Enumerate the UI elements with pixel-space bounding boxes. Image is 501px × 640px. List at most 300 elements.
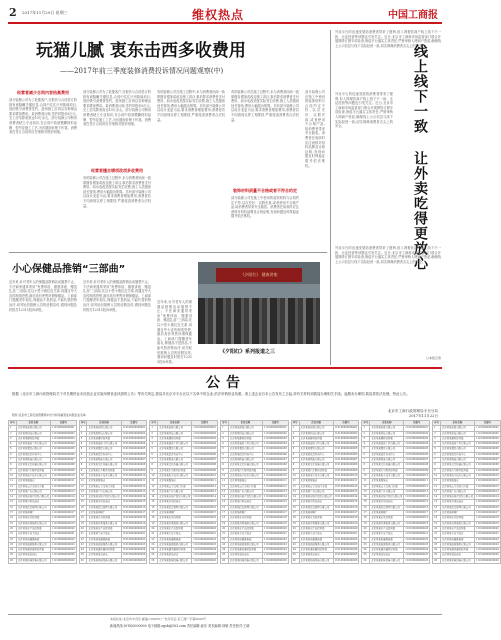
table-cell: 北京某某美容美发店: [299, 532, 333, 537]
main-column-5: [305, 90, 325, 242]
table-cell: 1: [150, 426, 158, 431]
table-cell: 11: [221, 479, 229, 484]
table-row: [433, 505, 501, 510]
table-cell: 北京某某劳务服务有限公司: [228, 521, 262, 526]
table-cell: 5: [291, 447, 299, 452]
table-cell: 北京某某日用品商店: [16, 500, 50, 505]
table-cell: 110106000000006: [334, 452, 358, 456]
table-cell: 110106000000005: [263, 447, 287, 451]
table-cell: 北京某某服装店: [158, 479, 192, 484]
sidebar-divider: [330, 30, 331, 365]
table-cell: 110106000000024: [475, 548, 499, 552]
table-cell: 17: [9, 511, 17, 516]
column-text: 有的装修公司在施工过程中,未与消费者协商一致即擅自增加或改变施工项目,事后要求消费者支付费用。如水电改造按实际发生收费,施工人员随意延长管线,费用大幅超出预算。另有部分装修公司以设计变更为由,要求消费者增加费用,消费者若不同意则以停工相要挟,严重侵害消费者合法权益。: [231, 90, 299, 122]
table-cell: 北京某某服装店: [440, 479, 474, 484]
table-row: [221, 558, 289, 563]
table-cell: 110106000000017: [405, 511, 429, 515]
table-cell: 110106000000002: [193, 431, 217, 435]
sidebar-text: 外卖平台的迅速发展给消费者带来了便利,但入网餐饮商户线上线下不一致、无证经营等问题也引发关注。近日,北京市工商和市场监管部门联合开展网络订餐专项检查,督促平台落实主体责任,严格审核入网商户资质,确保线上公示信息与线下实际经营一致,切实保障消费者舌尖上的安全。: [335, 30, 441, 48]
table-cell: 北京某某电子技术有限公司: [158, 473, 192, 478]
table-cell: 110106000000023: [122, 542, 146, 546]
table-cell: 北京某某电子技术有限公司: [299, 473, 333, 478]
table-cell: 110106000000008: [51, 463, 75, 467]
table-cell: 20: [150, 526, 158, 531]
table-cell: 25: [362, 553, 370, 558]
table-row: [79, 468, 147, 473]
table-cell: 23: [433, 542, 441, 547]
table-cell: 110106000000014: [405, 495, 429, 499]
table-cell: 北京某某汽车配件经营部: [158, 468, 192, 473]
table-row: [221, 505, 289, 510]
table-cell: 北京某某房地产经纪有限公司: [159, 495, 191, 499]
table-cell: 7: [79, 458, 87, 463]
table-cell: 北京某某商贸有限公司: [16, 426, 50, 431]
table-cell: 北京某某水产品经营部: [440, 526, 474, 531]
register-table: [432, 420, 501, 564]
table-cell: 北京某某日用品商店: [440, 500, 474, 505]
table-cell: 18: [433, 516, 441, 521]
table-cell: 7: [433, 458, 441, 463]
table-cell: 北京某某广告有限公司: [299, 489, 333, 494]
table-cell: 110106000000013: [122, 489, 146, 493]
table-cell: 110106000000006: [193, 452, 217, 456]
table-cell: 11: [362, 479, 370, 484]
table-cell: 110106000000002: [51, 431, 75, 435]
table-cell: 110106000000018: [405, 516, 429, 520]
table-cell: 北京某某食品商店: [16, 553, 50, 558]
table-cell: 110106000000019: [122, 521, 146, 525]
register-table: [361, 420, 430, 564]
table-cell: 25: [150, 553, 158, 558]
table-cell: 5: [433, 447, 441, 452]
table-row: [150, 558, 218, 563]
table-row: [9, 542, 77, 547]
issue-date: 2017年11月29日 星期三: [22, 10, 68, 15]
table-cell: 110106000000007: [51, 458, 75, 462]
table-cell: 北京某某机械设备有限公司: [370, 558, 404, 563]
table-row: [9, 473, 77, 478]
table-cell: 110106000000026: [51, 558, 75, 562]
health-text: 近年来,针对老年人的保健品推销活动屡禁不止。不法商家通常采用“免费体检、健康讲座、赠送礼品”三部曲,先以小恩小惠拉近关系,再通过夸大宣传制造恐慌,最后高价兜售所谓保健品。工商部门提醒老年朋友,保健品不是药品,不能代替药物治疗,切勿轻信推销人员的虚假宣传,遇到问题及时拨打12315投诉举报。: [9, 280, 77, 312]
table-cell: 110106000000001: [405, 426, 429, 430]
table-header-cell: 注册号: [474, 421, 500, 426]
table-cell: 10: [433, 473, 441, 478]
table-cell: 北京某某服装店: [87, 479, 121, 484]
table-cell: 110106000000006: [51, 452, 75, 456]
table-cell: 16: [362, 505, 370, 510]
table-cell: 19: [291, 521, 299, 526]
table-cell: 北京某某餐饮有限公司: [299, 447, 333, 452]
table-cell: 6: [433, 452, 441, 457]
table-cell: 北京某某物流有限公司: [440, 458, 474, 463]
table-cell: 110106000000023: [51, 542, 75, 546]
table-cell: 15: [291, 500, 299, 505]
table-header-cell: 注册号: [333, 421, 359, 426]
table-cell: 110106000000026: [334, 558, 358, 562]
table-title: 附件:北京市工商行政管理局丰台分局吊销营业执照企业名单: [12, 413, 86, 417]
table-cell: 110106000000015: [475, 500, 499, 504]
table-cell: 110106000000010: [405, 473, 429, 477]
table-cell: 北京某某电器维修部: [228, 537, 262, 542]
table-row: [362, 521, 430, 526]
table-row: [79, 473, 147, 478]
table-cell: 4: [362, 442, 370, 447]
table-cell: 110106000000016: [51, 505, 75, 509]
table-cell: 北京某某通讯器材经营部: [87, 548, 121, 553]
table-cell: 22: [362, 537, 370, 542]
table-cell: 北京某某劳务服务有限公司: [16, 521, 50, 526]
table-cell: 北京某某科技有限公司: [16, 431, 50, 436]
table-cell: 22: [79, 537, 87, 542]
table-cell: 110106000000014: [334, 495, 358, 499]
table-cell: 110106000000002: [475, 431, 499, 435]
table-cell: 110106000000024: [193, 548, 217, 552]
table-row: [9, 505, 77, 510]
table-cell: 25: [433, 553, 441, 558]
table-cell: 110106000000024: [51, 548, 75, 552]
table-cell: 110106000000004: [263, 442, 287, 446]
table-cell: 21: [433, 532, 441, 537]
column-heading: 经营者减少合同内容抬高费用: [17, 90, 69, 95]
table-cell: 17: [433, 511, 441, 516]
table-cell: 17: [79, 511, 87, 516]
table-cell: 北京某某投资管理有限公司: [16, 505, 50, 510]
table-cell: 北京某某服装店: [16, 479, 50, 484]
table-cell: 北京某某汽车配件经营部: [228, 468, 262, 473]
table-cell: 110106000000023: [334, 542, 358, 546]
table-cell: 北京某某餐饮有限公司: [370, 447, 404, 452]
table-row: [221, 468, 289, 473]
table-cell: 11: [79, 479, 87, 484]
table-cell: 110106000000026: [405, 558, 429, 562]
table-cell: 北京某某建材经营部: [158, 436, 192, 441]
table-cell: 12: [79, 484, 87, 489]
table-cell: 2: [291, 431, 299, 436]
table-cell: 110106000000023: [193, 542, 217, 546]
table-row: [9, 468, 77, 473]
table-cell: 110106000000004: [122, 442, 146, 446]
table-cell: 北京某某投资管理有限公司: [228, 505, 262, 510]
table-cell: 110106000000003: [122, 436, 146, 440]
table-cell: 11: [433, 479, 441, 484]
table-header-cell: 企业名称: [299, 421, 333, 426]
table-cell: 18: [79, 516, 87, 521]
table-cell: 26: [291, 558, 299, 563]
table-cell: 110106000000013: [263, 489, 287, 493]
table-cell: 北京某某科技有限公司: [299, 431, 333, 436]
table-cell: 110106000000001: [263, 426, 287, 430]
sidebar-text: 外卖平台的迅速发展给消费者带来了便利,但入网餐饮商户线上线下不一致、无证经营等问题也引发关注。近日,北京市工商和市场监管部门联合开展网络订餐专项检查,督促平台落实主体责任,严格审核入网商户资质,确保线上公示信息与线下实际经营一致,切实保障消费者舌尖上的安全。: [335, 246, 441, 264]
table-cell: 北京某某广告有限公司: [158, 489, 192, 494]
table-cell: 北京某某五金交电门市部: [158, 484, 192, 489]
table-cell: 北京某某服装店: [299, 479, 333, 484]
table-cell: 110106000000013: [193, 489, 217, 493]
table-cell: 110106000000010: [193, 473, 217, 477]
health-column-2: [83, 280, 151, 365]
table-cell: 24: [150, 548, 158, 553]
table-row: [291, 468, 359, 473]
table-cell: 110106000000018: [334, 516, 358, 520]
table-row: [9, 521, 77, 526]
table-cell: 北京某某通讯器材经营部: [299, 548, 333, 553]
table-cell: 北京某某文化传播有限公司: [87, 463, 121, 468]
table-cell: 8: [291, 463, 299, 468]
table-cell: 北京某某通讯器材经营部: [370, 548, 404, 553]
table-cell: 北京某某五金交电门市部: [87, 484, 121, 489]
table-cell: 110106000000009: [334, 468, 358, 472]
table-cell: 北京某某电器维修部: [370, 537, 404, 542]
table-cell: 北京某某水产品经营部: [158, 526, 192, 531]
table-cell: 20: [9, 526, 17, 531]
register-table-block: [79, 420, 148, 610]
table-cell: 北京某某劳务服务有限公司: [440, 521, 474, 526]
register-table-block: [361, 420, 430, 610]
table-cell: 110106000000003: [475, 436, 499, 440]
table-cell: 110106000000012: [263, 484, 287, 488]
table-cell: 3: [433, 436, 441, 441]
table-cell: 北京某某电子技术有限公司: [87, 473, 121, 478]
table-cell: 23: [9, 542, 17, 547]
table-cell: 20: [221, 526, 229, 531]
main-column-3: [157, 90, 225, 242]
table-cell: 26: [79, 558, 87, 563]
health-column-3: [157, 300, 192, 365]
table-cell: 14: [150, 495, 158, 500]
table-cell: 110106000000005: [51, 447, 75, 451]
table-cell: 110106000000003: [51, 436, 75, 440]
table-cell: 12: [150, 484, 158, 489]
table-cell: 10: [150, 473, 158, 478]
table-row: [362, 468, 430, 473]
table-cell: 北京某某机械设备有限公司: [158, 558, 192, 563]
table-cell: 19: [221, 521, 229, 526]
table-cell: 12: [433, 484, 441, 489]
table-header-cell: 企业名称: [440, 421, 474, 426]
table-cell: 北京某某房地产经纪有限公司: [229, 495, 261, 499]
table-cell: 北京某某建材经营部: [299, 436, 333, 441]
register-table-block: [291, 420, 360, 610]
table-cell: 北京某某餐饮有限公司: [228, 447, 262, 452]
table-cell: 北京某某广告有限公司: [228, 489, 262, 494]
table-row: [150, 473, 218, 478]
table-cell: 北京某某信息咨询中心: [299, 452, 333, 457]
table-cell: 北京某某电器维修部: [158, 537, 192, 542]
table-cell: 北京某某电子技术有限公司: [440, 473, 474, 478]
table-cell: 北京某某房地产经纪有限公司: [300, 495, 332, 499]
table-header-cell: 序号: [151, 421, 157, 424]
table-row: [9, 484, 77, 489]
table-cell: 110106000000003: [263, 436, 287, 440]
table-row: [362, 473, 430, 478]
register-table: [149, 420, 218, 564]
masthead: 中国工商报: [388, 10, 438, 21]
table-cell: 8: [9, 463, 17, 468]
table-cell: 110106000000013: [51, 489, 75, 493]
table-cell: 3: [221, 436, 229, 441]
table-cell: 21: [79, 532, 87, 537]
table-header-cell: 序号: [292, 421, 298, 424]
table-cell: 110106000000015: [51, 500, 75, 504]
table-cell: 北京某某食品商店: [87, 553, 121, 558]
table-cell: 6: [291, 452, 299, 457]
table-cell: 6: [221, 452, 229, 457]
table-cell: 26: [362, 558, 370, 563]
table-cell: 2: [362, 431, 370, 436]
table-cell: 1: [433, 426, 441, 431]
table-cell: 北京某某广告有限公司: [16, 489, 50, 494]
table-cell: 北京某某水产品经营部: [299, 526, 333, 531]
table-cell: 北京某某机械设备有限公司: [228, 558, 262, 563]
table-cell: 110106000000004: [51, 442, 75, 446]
table-cell: 9: [150, 468, 158, 473]
table-cell: 110106000000012: [475, 484, 499, 488]
table-cell: 10: [221, 473, 229, 478]
table-row: [433, 463, 501, 468]
table-cell: 北京某某机械设备有限公司: [87, 558, 121, 563]
section-divider: [9, 252, 327, 253]
table-cell: 14: [79, 495, 87, 500]
table-cell: 北京某某物流有限公司: [370, 458, 404, 463]
table-row: [79, 505, 147, 510]
table-header-cell: 注册号: [262, 421, 288, 426]
table-cell: 110106000000021: [334, 532, 358, 536]
table-cell: 2: [433, 431, 441, 436]
register-table-block: [220, 420, 289, 610]
table-cell: 北京某某投资管理有限公司: [299, 505, 333, 510]
table-cell: 110106000000015: [263, 500, 287, 504]
table-row: [79, 521, 147, 526]
table-cell: 北京某某日用品商店: [370, 500, 404, 505]
table-cell: 16: [79, 505, 87, 510]
table-cell: 110106000000009: [193, 468, 217, 472]
table-cell: 110106000000004: [334, 442, 358, 446]
notice-issuer: 北京市工商行政管理局丰台分局: [387, 409, 438, 413]
table-cell: 北京某某文化传播有限公司: [228, 463, 262, 468]
table-cell: 13: [221, 489, 229, 494]
table-cell: 22: [291, 537, 299, 542]
table-cell: 北京某某劳务服务有限公司: [299, 521, 333, 526]
table-cell: 110106000000008: [193, 463, 217, 467]
table-cell: 北京某某商贸有限公司: [228, 426, 262, 431]
table-cell: 14: [433, 495, 441, 500]
table-cell: 北京某某文化传播有限公司: [299, 463, 333, 468]
table-cell: 110106000000015: [405, 500, 429, 504]
table-cell: 110106000000020: [334, 526, 358, 530]
table-cell: 3: [362, 436, 370, 441]
main-column-2: [83, 90, 151, 242]
table-cell: 8: [79, 463, 87, 468]
table-cell: 9: [221, 468, 229, 473]
table-cell: 北京某某装饰工程有限公司: [158, 442, 192, 447]
table-header-cell: 注册号: [121, 421, 147, 426]
table-cell: 110106000000022: [51, 537, 75, 541]
table-cell: 北京某某房地产经纪有限公司: [88, 495, 120, 499]
table-cell: 15: [79, 500, 87, 505]
table-row: [291, 463, 359, 468]
table-cell: 16: [221, 505, 229, 510]
table-cell: 13: [433, 489, 441, 494]
table-cell: 110106000000016: [475, 505, 499, 509]
table-row: [362, 484, 430, 489]
table-cell: 10: [291, 473, 299, 478]
table-cell: 北京某某餐饮有限公司: [158, 447, 192, 452]
table-cell: 25: [291, 553, 299, 558]
table-cell: 110106000000001: [122, 426, 146, 430]
table-cell: 110106000000006: [405, 452, 429, 456]
table-cell: 7: [291, 458, 299, 463]
table-cell: 110106000000021: [475, 532, 499, 536]
table-cell: 15: [221, 500, 229, 505]
table-cell: 24: [362, 548, 370, 553]
table-cell: 北京某某商贸有限公司: [87, 426, 121, 431]
table-cell: 北京某某旅游服务有限公司: [16, 542, 50, 547]
table-header-cell: 企业名称: [158, 421, 192, 426]
column-text: 有的装修公司在施工过程中,未与消费者协商一致即擅自增加或改变施工项目,事后要求消费者支付费用。如水电改造按实际发生收费,施工人员随意延长管线,费用大幅超出预算。另有部分装修公司以设计变更为由,要求消费者增加费用,消费者若不同意则以停工相要挟,严重侵害消费者合法权益。: [157, 90, 225, 122]
table-cell: 北京某某服装店: [228, 479, 262, 484]
table-cell: 110106000000003: [405, 436, 429, 440]
table-cell: 19: [150, 521, 158, 526]
table-cell: 北京某某物流有限公司: [158, 458, 192, 463]
table-cell: 110106000000008: [122, 463, 146, 467]
series-label: 《夕阳红》系列报道之三: [220, 349, 276, 355]
table-row: [433, 542, 501, 547]
table-cell: 4: [291, 442, 299, 447]
table-cell: 110106000000007: [475, 458, 499, 462]
footer-line-2: 新闻热线:(010)0000000 电子邮箱:zgsb@163.com 责任编辑:崔东 美术编辑:刘敏 责任校对:王晓: [110, 624, 250, 628]
table-cell: 15: [9, 500, 17, 505]
column-text: 有的装修公司在施工过程中,未与消费者协商一致即擅自增加或改变施工项目,事后要求消费者支付费用。如水电改造按实际发生收费,施工人员随意延长管线,费用大幅超出预算。另有部分装修公司以设计变更为由,要求消费者增加费用,消费者若不同意则以停工相要挟,严重侵害消费者合法权益。: [83, 176, 151, 208]
table-cell: 北京某某物流有限公司: [228, 458, 262, 463]
register-table-block: [432, 420, 501, 610]
table-cell: 北京某某印刷厂: [299, 511, 333, 516]
table-cell: 北京某某机械设备有限公司: [16, 558, 50, 563]
table-cell: 110106000000001: [334, 426, 358, 430]
column-heading: 装饰材料质量不合格或者不符合约定: [233, 188, 297, 193]
table-cell: 24: [433, 548, 441, 553]
table-cell: 110106000000025: [51, 553, 75, 557]
table-cell: 北京某某科技有限公司: [440, 431, 474, 436]
table-cell: 110106000000026: [122, 558, 146, 562]
table-header-cell: 序号: [80, 421, 86, 424]
table-cell: 16: [433, 505, 441, 510]
table-cell: 110106000000024: [405, 548, 429, 552]
table-cell: 1: [291, 426, 299, 431]
table-cell: 北京某某机械设备有限公司: [440, 558, 474, 563]
table-cell: 2: [150, 431, 158, 436]
table-row: [150, 463, 218, 468]
table-cell: 110106000000011: [475, 479, 499, 483]
photo-banner: 《夕阳红》 健康讲座: [216, 268, 302, 282]
table-cell: 110106000000025: [122, 553, 146, 557]
sidebar-text: 外卖平台的迅速发展给消费者带来了便利,但入网餐饮商户线上线下不一致、无证经营等问题也引发关注。近日,北京市工商和市场监管部门联合开展网络订餐专项检查,督促平台落实主体责任,严格审核入网商户资质,确保线上公示信息与线下实际经营一致,切实保障消费者舌尖上的安全。: [335, 92, 393, 129]
table-cell: 12: [221, 484, 229, 489]
table-cell: 北京某某劳务服务有限公司: [87, 521, 121, 526]
table-cell: 北京某某食品商店: [370, 553, 404, 558]
table-cell: 18: [221, 516, 229, 521]
table-cell: 北京某某通讯器材经营部: [16, 548, 50, 553]
table-cell: 北京某某水产品经营部: [87, 526, 121, 531]
table-cell: 1: [79, 426, 87, 431]
table-cell: 北京某某餐饮有限公司: [87, 447, 121, 452]
table-cell: 北京某某投资管理有限公司: [87, 505, 121, 510]
table-cell: 110106000000011: [51, 479, 75, 483]
table-cell: 9: [291, 468, 299, 473]
table-cell: 北京某某商贸有限公司: [158, 426, 192, 431]
table-cell: 北京某某五金交电门市部: [299, 484, 333, 489]
table-cell: 24: [221, 548, 229, 553]
table-cell: 110106000000021: [51, 532, 75, 536]
table-cell: 23: [221, 542, 229, 547]
